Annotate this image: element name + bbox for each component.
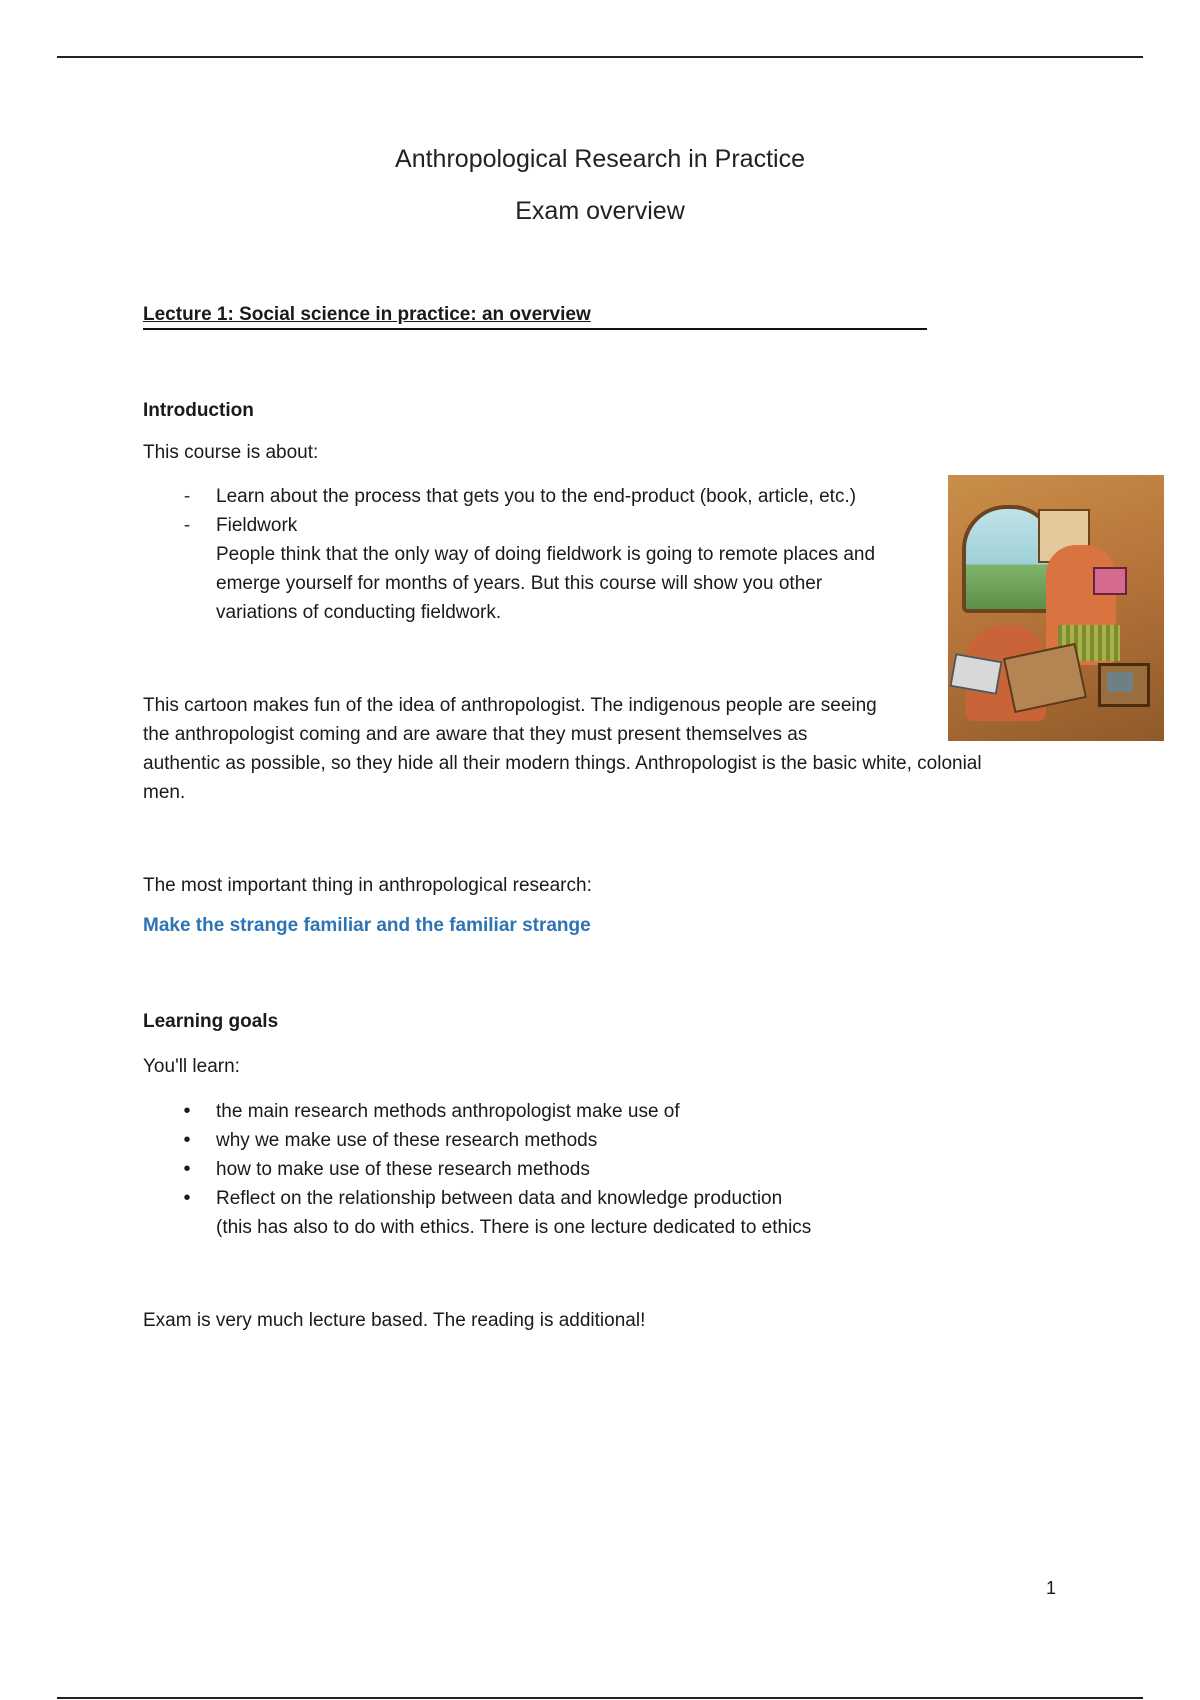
cartoon-object <box>1093 567 1127 595</box>
cartoon-device <box>949 653 1002 695</box>
lecture-heading <box>143 304 927 330</box>
top-rule <box>57 56 1143 58</box>
paragraph-line: the anthropologist coming and are aware that they must present themselves as <box>143 724 808 745</box>
learning-goals-list <box>143 1097 811 1242</box>
learning-goals-lead: You'll learn: <box>143 1056 240 1077</box>
list-item-text: Learn about the process that gets you to the end-product (book, article, etc.) <box>216 486 857 507</box>
bullet-icon: • <box>183 1100 191 1122</box>
bullet-icon: • <box>183 1129 191 1151</box>
learning-goals-heading: Learning goals <box>143 1011 279 1032</box>
list-item-text: People think that the only way of doing fieldwork is going to remote places and <box>216 544 876 565</box>
paragraph-line: authentic as possible, so they hide all their modern things. Anthropologist is the basic white, colonial <box>143 753 982 774</box>
list-item-text: Fieldwork <box>216 515 298 536</box>
list-item <box>143 1126 811 1155</box>
cartoon-paragraph <box>143 691 982 807</box>
bullet-icon: • <box>183 1187 191 1209</box>
page-number: 1 <box>1046 1578 1057 1598</box>
list-item <box>143 1184 811 1242</box>
introduction-lead: This course is about: <box>143 442 319 463</box>
dash-bullet: - <box>183 515 191 536</box>
list-item-text: variations of conducting fieldwork. <box>216 602 502 623</box>
list-item-text: how to make use of these research methods <box>216 1159 590 1180</box>
list-item <box>143 1155 811 1184</box>
introduction-list <box>143 482 875 627</box>
dash-bullet: - <box>183 486 191 507</box>
list-item-text: why we make use of these research methods <box>216 1130 598 1151</box>
bottom-rule <box>57 1697 1143 1699</box>
document-subtitle: Exam overview <box>515 197 685 225</box>
bullet-icon: • <box>183 1158 191 1180</box>
lecture-heading-text: Lecture 1: Social science in practice: an overview <box>143 304 591 325</box>
list-item <box>143 511 875 627</box>
list-item <box>143 482 875 511</box>
cartoon-tv <box>1098 663 1150 707</box>
document-title: Anthropological Research in Practice <box>395 145 805 173</box>
paragraph-line: men. <box>143 782 186 803</box>
list-item-text: (this has also to do with ethics. There is one lecture dedicated to ethics <box>216 1217 812 1238</box>
list-item-text: emerge yourself for months of years. But this course will show you other <box>216 573 823 594</box>
introduction-heading: Introduction <box>143 400 254 421</box>
exam-note: Exam is very much lecture based. The reading is additional! <box>143 1310 646 1331</box>
paragraph-line: This cartoon makes fun of the idea of anthropologist. The indigenous people are seeing <box>143 695 877 716</box>
list-item-text: Reflect on the relationship between data and knowledge production <box>216 1188 783 1209</box>
list-item <box>143 1097 811 1126</box>
highlight-quote: Make the strange familiar and the familiar strange <box>143 915 591 936</box>
list-item-text: the main research methods anthropologist make use of <box>216 1101 680 1122</box>
important-lead: The most important thing in anthropological research: <box>143 875 592 896</box>
